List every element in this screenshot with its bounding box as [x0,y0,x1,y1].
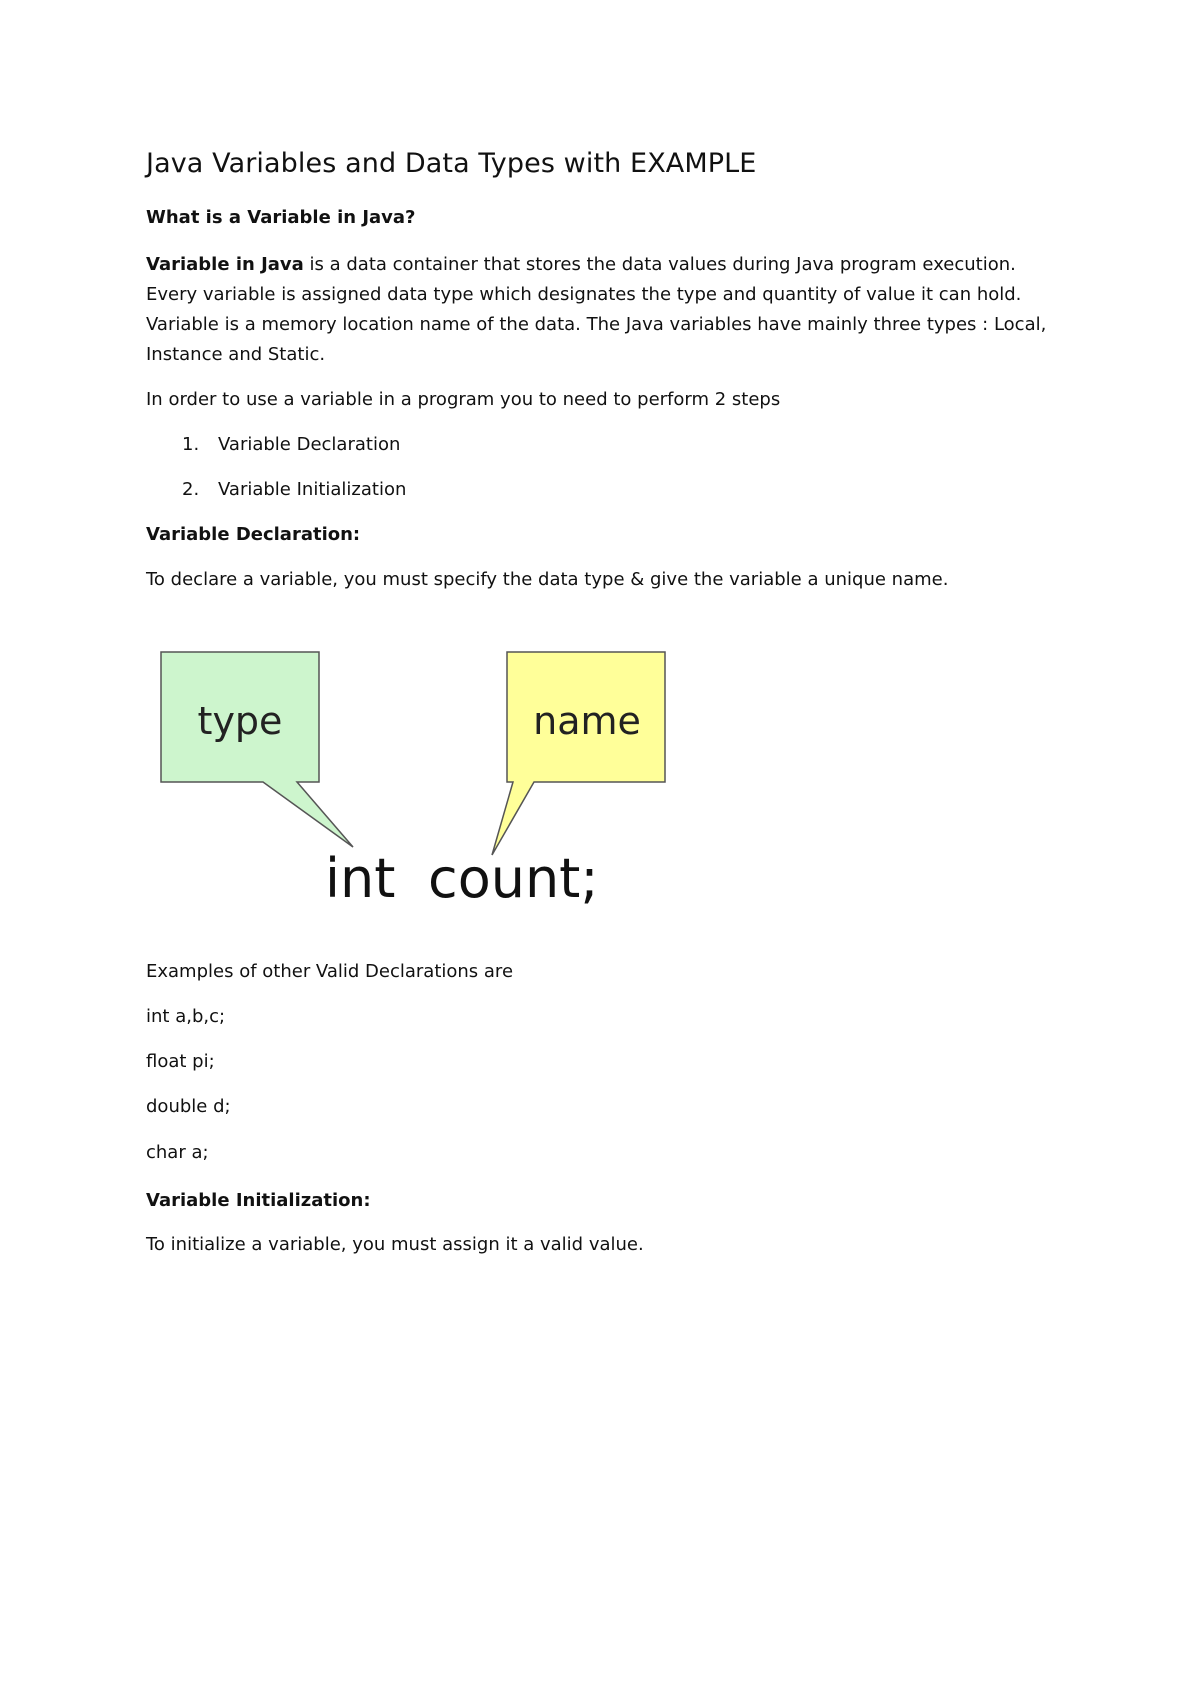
type-callout-label: type [197,699,283,743]
initialization-text: To initialize a variable, you must assign it a valid value. [146,1234,644,1255]
name-callout-bubble [492,652,665,855]
declaration-text: To declare a variable, you must specify the data type & give the variable a unique name. [146,569,949,590]
example-code-line: int a,b,c; [146,1006,226,1027]
steps-intro: In order to use a variable in a program you to need to perform 2 steps [146,389,781,410]
section-heading-initialization: Variable Initialization: [146,1190,371,1211]
list-item-number: 1. [182,434,200,455]
section-heading-what-is-variable: What is a Variable in Java? [146,207,416,228]
page-title: Java Variables and Data Types with EXAMPLE [146,148,757,179]
list-item-number: 2. [182,479,200,500]
example-code-line: char a; [146,1142,209,1163]
examples-intro: Examples of other Valid Declarations are [146,961,514,982]
intro-text: is a data container that stores the data values during Java program execution. Every variable is assigned data type which designates the type and quantity of value it can hold. Variable is a memory location name of the data. The Java variables have mainly three types : Local, Instance and Static. [146,254,1047,365]
list-item-label: Variable Initialization [218,479,407,500]
section-heading-declaration: Variable Declaration: [146,524,361,545]
example-code-line: double d; [146,1096,231,1117]
declaration-diagram [160,645,680,925]
code-type-keyword: int [325,847,396,910]
intro-paragraph [146,250,1066,370]
list-item-label: Variable Declaration [218,434,401,455]
example-code-line: float pi; [146,1051,215,1072]
code-variable-name: count; [428,847,599,910]
name-callout-label: name [533,699,641,743]
intro-bold-term: Variable in Java [146,254,304,275]
type-callout-bubble [161,652,353,847]
